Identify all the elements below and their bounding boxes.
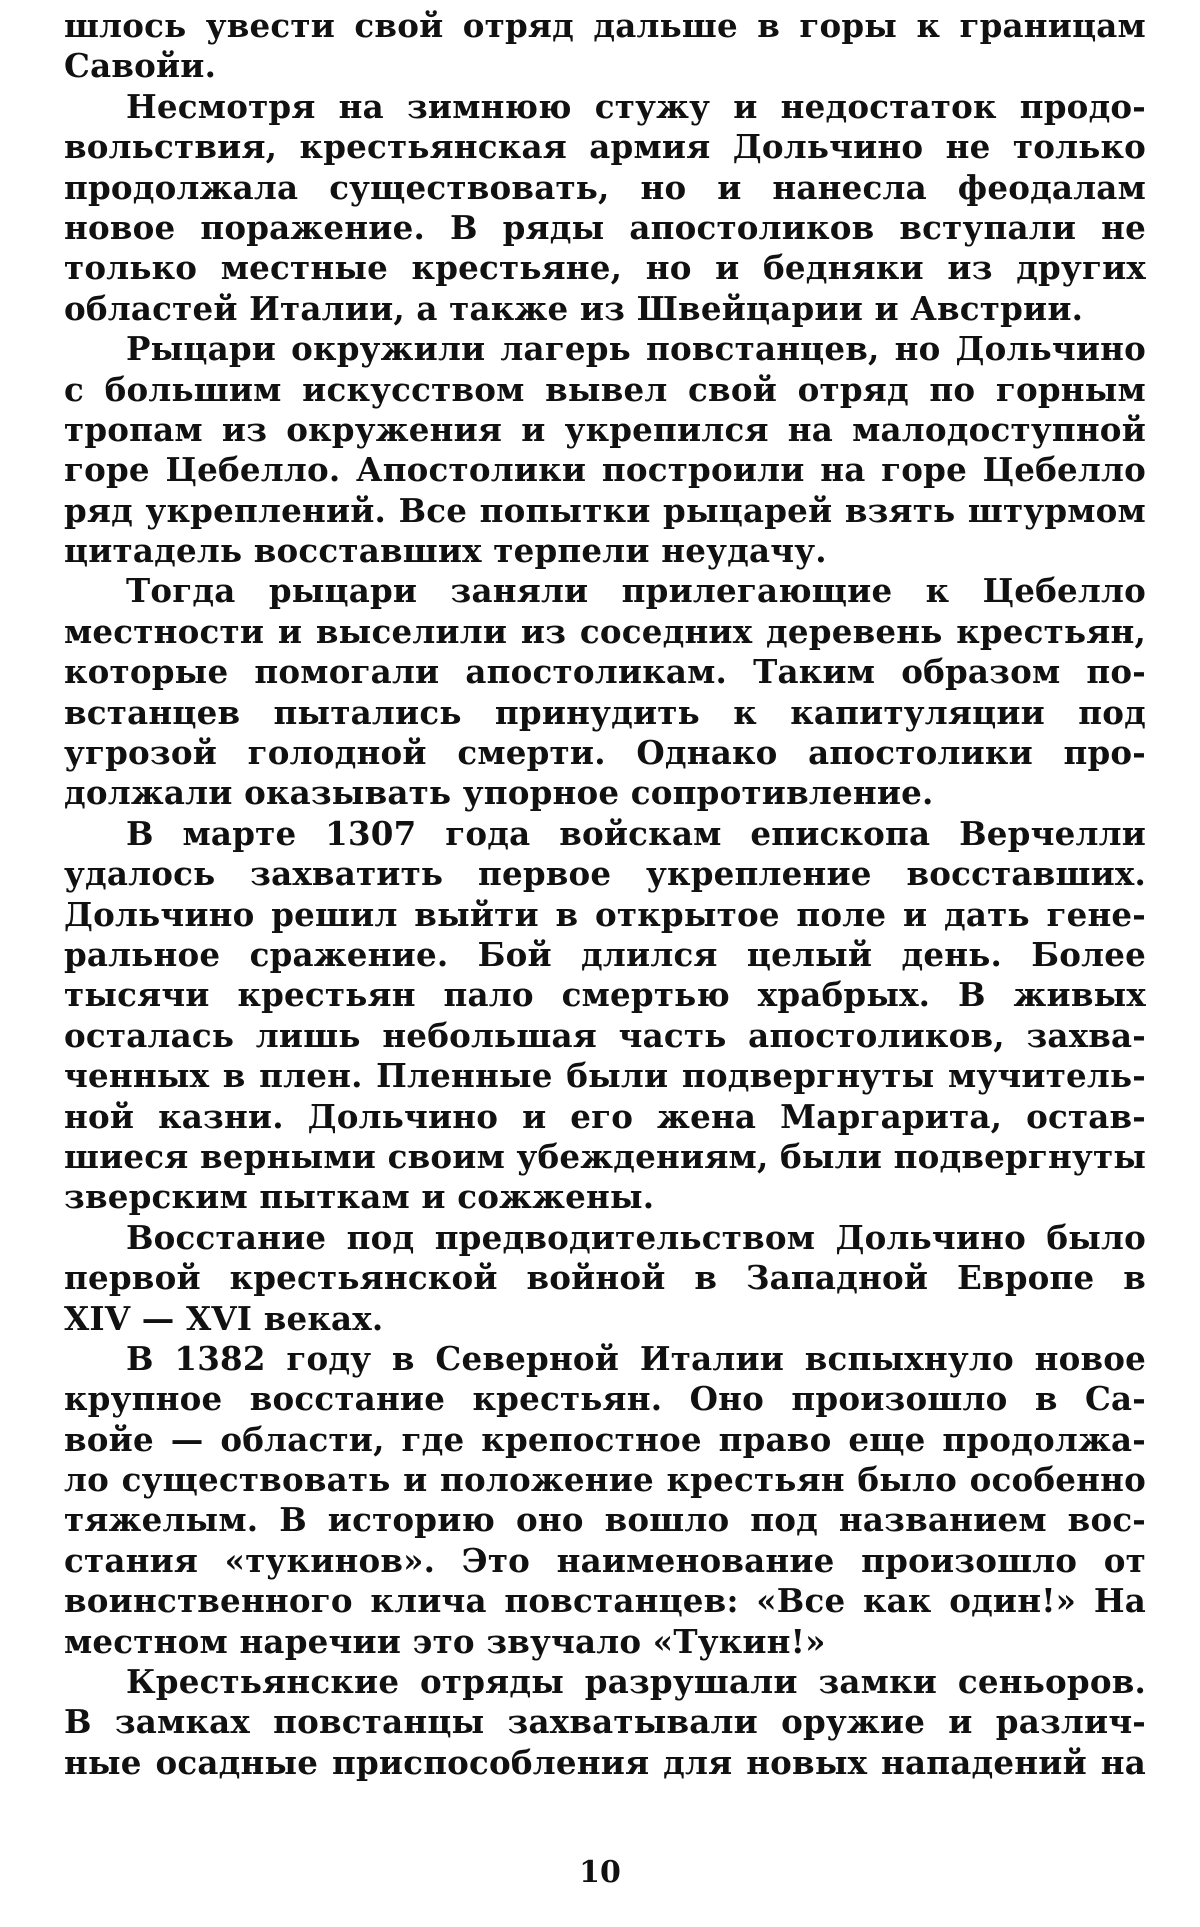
text-line: Крестьянские отряды разрушали замки сеньоров. xyxy=(126,1662,1146,1702)
text-line: тяжелым. В историю оно вошло под названием вос- xyxy=(64,1500,1146,1540)
text-line: продолжала существовать, но и нанесла феодалам xyxy=(64,167,1146,207)
text-line: встанцев пытались принудить к капитуляции под xyxy=(64,692,1146,732)
page-number: 10 xyxy=(579,1855,621,1890)
text-line: только местные крестьяне, но и бедняки из других xyxy=(64,248,1146,288)
text-line: ряд укреплений. Все попытки рыцарей взять штурмом xyxy=(64,490,1146,530)
text-line: цитадель восставших терпели неудачу. xyxy=(64,531,827,571)
text-line: местном наречии это звучало «Тукин!» xyxy=(64,1621,826,1661)
text-line: вольствия, крестьянская армия Дольчино не только xyxy=(64,127,1146,167)
text-line: горе Цебелло. Апостолики построили на горе Цебелло xyxy=(64,450,1146,490)
text-line: войе — области, где крепостное право еще продолжа- xyxy=(64,1419,1146,1459)
text-line: шлось увести свой отряд дальше в горы к границам xyxy=(64,6,1146,45)
text-line: ло существовать и положение крестьян было особенно xyxy=(64,1460,1146,1500)
text-line: XIV — XVI веках. xyxy=(64,1298,384,1338)
text-line: В 1382 году в Северной Италии вспыхнуло новое xyxy=(126,1338,1146,1378)
text-line: ральное сражение. Бой длился целый день. Более xyxy=(64,934,1146,974)
text-line: Восстание под предводительством Дольчино было xyxy=(126,1217,1146,1257)
text-line: тысячи крестьян пало смертью храбрых. В живых xyxy=(64,975,1146,1015)
text-line: В марте 1307 года войскам епископа Верчелли xyxy=(126,813,1146,853)
text-line: В замках повстанцы захватывали оружие и различ- xyxy=(64,1702,1146,1742)
text-line: должали оказывать упорное сопротивление. xyxy=(64,773,934,813)
text-line: тропам из окружения и укрепился на малодоступной xyxy=(64,409,1146,449)
text-line: ченных в плен. Пленные были подвергнуты мучитель- xyxy=(64,1056,1146,1096)
book-page-text xyxy=(64,6,1146,1783)
text-line: шиеся верными своим убеждениям, были подвергнуты xyxy=(64,1136,1146,1176)
text-line: ные осадные приспособления для новых нападений на xyxy=(64,1742,1146,1782)
text-line: стания «тукинов». Это наименование произошло от xyxy=(64,1540,1146,1580)
text-line: Несмотря на зимнюю стужу и недостаток продо- xyxy=(126,86,1146,126)
text-line: Тогда рыцари заняли прилегающие к Цебелло xyxy=(126,571,1146,611)
text-line: Дольчино решил выйти в открытое поле и дать гене- xyxy=(64,894,1146,934)
text-line: с большим искусством вывел свой отряд по горным xyxy=(64,369,1146,409)
text-line: удалось захватить первое укрепление восставших. xyxy=(64,854,1146,894)
text-line: Савойи. xyxy=(64,46,217,86)
text-line: которые помогали апостоликам. Таким образом по- xyxy=(64,652,1146,692)
text-line: угрозой голодной смерти. Однако апостолики про- xyxy=(64,733,1146,773)
text-line: областей Италии, а также из Швейцарии и Австрии. xyxy=(64,288,1084,328)
text-line: новое поражение. В ряды апостоликов вступали не xyxy=(64,207,1146,247)
text-line: ной казни. Дольчино и его жена Маргарита, остав- xyxy=(64,1096,1146,1136)
text-line: воинственного клича повстанцев: «Все как один!» На xyxy=(64,1581,1146,1621)
text-line: Рыцари окружили лагерь повстанцев, но Дольчино xyxy=(126,329,1146,369)
text-line: первой крестьянской войной в Западной Европе в xyxy=(64,1258,1146,1298)
text-line: крупное восстание крестьян. Оно произошло в Са- xyxy=(64,1379,1146,1419)
text-line: осталась лишь небольшая часть апостоликов, захва- xyxy=(64,1015,1146,1055)
text-line: зверским пыткам и сожжены. xyxy=(64,1177,655,1217)
text-line: местности и выселили из соседних деревень крестьян, xyxy=(64,611,1146,651)
